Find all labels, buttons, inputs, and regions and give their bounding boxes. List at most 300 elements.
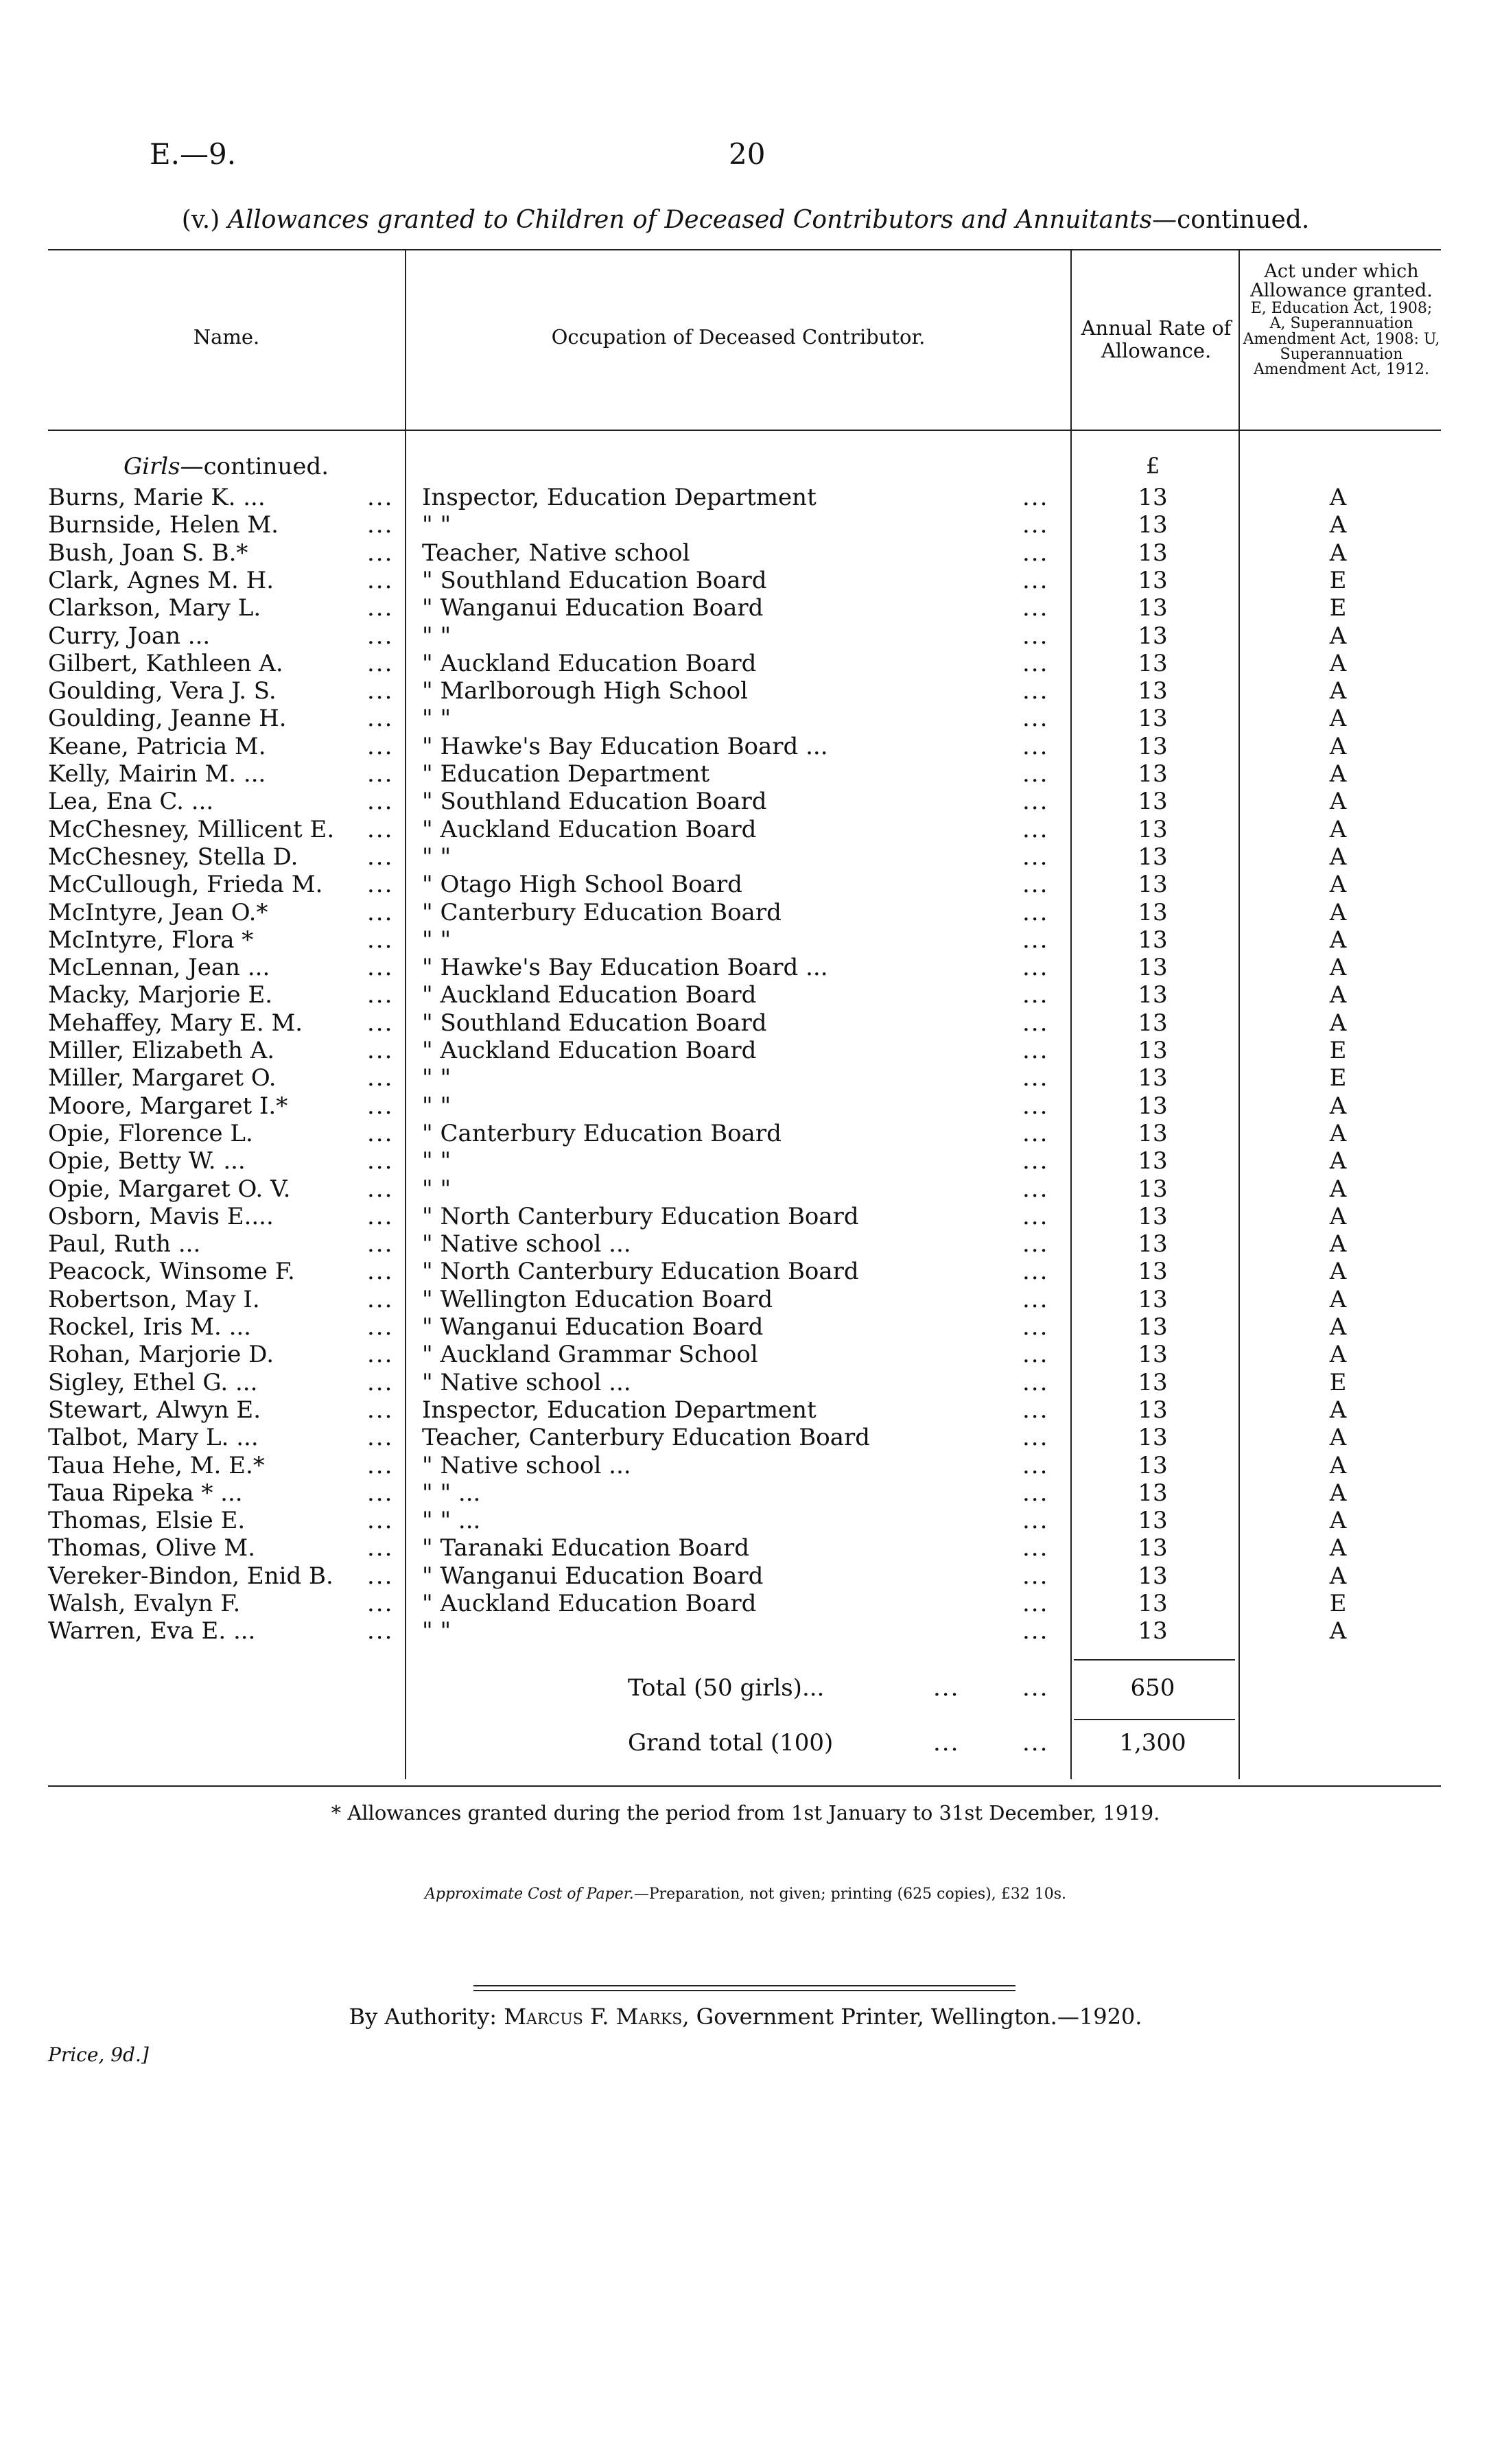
row-occupation: " Wanganui Education Board [422, 594, 764, 622]
row-act: A [1329, 705, 1347, 733]
row-act: E [1329, 1368, 1347, 1396]
row-name: Thomas, Olive M. [48, 1534, 255, 1562]
row-occupation: " Wellington Education Board [422, 1285, 773, 1313]
row-leader-dots: ... [1022, 539, 1049, 567]
row-name: McCullough, Frieda M. [48, 871, 323, 899]
row-name: McIntyre, Jean O.* [48, 898, 268, 926]
row-occupation: " Hawke's Bay Education Board ... [422, 732, 828, 760]
row-occupation: " " [422, 1617, 451, 1645]
row-leader-dots: ... [1022, 1534, 1049, 1562]
row-rate: 13 [1138, 954, 1168, 982]
table-row [0, 899, 1491, 926]
table-row [0, 705, 1491, 732]
row-name: Opie, Florence L. [48, 1119, 253, 1147]
row-occupation: " Education Department [422, 760, 710, 788]
row-occupation: " " [422, 511, 451, 539]
row-act: A [1329, 1202, 1347, 1230]
row-occupation: " Auckland Education Board [422, 815, 757, 843]
row-name: Gilbert, Kathleen A. [48, 649, 283, 677]
row-leader-dots: ... [367, 1617, 394, 1645]
row-act: A [1329, 815, 1347, 843]
row-rate: 13 [1138, 1258, 1168, 1286]
row-leader-dots: ... [1022, 1368, 1049, 1396]
row-occupation: " Southland Education Board [422, 566, 767, 594]
table-row [0, 567, 1491, 594]
row-occupation: " Auckland Education Board [422, 649, 757, 677]
row-rate: 13 [1138, 705, 1168, 733]
row-occupation: " Southland Education Board [422, 1009, 767, 1037]
row-name: Keane, Patricia M. [48, 732, 266, 760]
table-row [0, 1037, 1491, 1064]
row-rate: 13 [1138, 566, 1168, 594]
row-act: A [1329, 511, 1347, 539]
table-row [0, 1590, 1491, 1617]
row-leader-dots: ... [367, 539, 394, 567]
row-rate: 13 [1138, 594, 1168, 622]
row-act: A [1329, 732, 1347, 760]
table-row [0, 677, 1491, 705]
table-row [0, 1562, 1491, 1590]
row-name: Robertson, May I. [48, 1285, 260, 1313]
row-act: E [1329, 1037, 1347, 1064]
row-leader-dots: ... [1022, 677, 1049, 705]
row-name: Bush, Joan S. B.* [48, 539, 248, 567]
table-row [0, 1092, 1491, 1120]
row-act: A [1329, 1258, 1347, 1286]
table-row [0, 1313, 1491, 1341]
row-act: A [1329, 981, 1347, 1009]
row-act: A [1329, 926, 1347, 954]
row-act: A [1329, 622, 1347, 650]
row-name: Burns, Marie K. ... [48, 484, 266, 511]
table-row [0, 1009, 1491, 1037]
row-leader-dots: ... [367, 594, 394, 622]
row-occupation: " North Canterbury Education Board [422, 1202, 859, 1230]
row-name: Miller, Elizabeth A. [48, 1037, 275, 1064]
currency-sign: £ [1146, 453, 1160, 479]
row-leader-dots: ... [367, 1562, 394, 1590]
header-rate: Annual Rate of Allowance. [1081, 316, 1232, 363]
row-leader-dots: ... [1022, 981, 1049, 1009]
row-act: E [1329, 594, 1347, 622]
row-rate: 13 [1138, 1092, 1168, 1120]
row-leader-dots: ... [367, 1037, 394, 1064]
row-rate: 13 [1138, 843, 1168, 871]
heading-prefix: (v.) [181, 206, 228, 234]
row-act: A [1329, 1175, 1347, 1203]
row-rate: 13 [1138, 1230, 1168, 1258]
total-dots: ... [933, 1674, 960, 1702]
row-name: Lea, Ena C. ... [48, 788, 214, 816]
row-leader-dots: ... [367, 1092, 394, 1120]
total-value: 650 [1130, 1674, 1175, 1702]
authority-rule-bottom [473, 1990, 1015, 1991]
price: Price, 9d.] [48, 2043, 149, 2066]
table-row [0, 760, 1491, 788]
grand-total-label: Grand total (100) [628, 1729, 834, 1757]
row-rate: 13 [1138, 1064, 1168, 1092]
row-rate: 13 [1138, 1617, 1168, 1645]
row-leader-dots: ... [1022, 1451, 1049, 1479]
row-name: McIntyre, Flora * [48, 926, 254, 954]
row-act: A [1329, 1534, 1347, 1562]
row-act: A [1329, 954, 1347, 982]
row-occupation: " Wanganui Education Board [422, 1313, 764, 1341]
row-leader-dots: ... [367, 1368, 394, 1396]
row-act: A [1329, 871, 1347, 899]
row-leader-dots: ... [367, 677, 394, 705]
table-row [0, 843, 1491, 871]
table-row [0, 926, 1491, 954]
section-label [124, 453, 329, 480]
row-leader-dots: ... [1022, 622, 1049, 650]
row-leader-dots: ... [1022, 1479, 1049, 1507]
row-leader-dots: ... [367, 732, 394, 760]
row-rate: 13 [1138, 1562, 1168, 1590]
row-occupation: " Auckland Grammar School [422, 1341, 758, 1369]
row-act: A [1329, 1396, 1347, 1424]
row-occupation: " North Canterbury Education Board [422, 1258, 859, 1286]
row-occupation: " " [422, 843, 451, 871]
row-leader-dots: ... [367, 705, 394, 733]
row-occupation: " Marlborough High School [422, 677, 749, 705]
row-leader-dots: ... [367, 1064, 394, 1092]
total-dots-2: ... [1022, 1674, 1049, 1702]
row-act: A [1329, 484, 1347, 511]
row-act: A [1329, 843, 1347, 871]
row-name: McLennan, Jean ... [48, 954, 270, 982]
total-label: Total (50 girls)... [628, 1674, 825, 1702]
row-occupation: " " [422, 705, 451, 733]
row-name: Kelly, Mairin M. ... [48, 760, 266, 788]
row-leader-dots: ... [1022, 1175, 1049, 1203]
table-row [0, 484, 1491, 511]
row-name: Clarkson, Mary L. [48, 594, 261, 622]
row-leader-dots: ... [367, 1009, 394, 1037]
row-occupation: " " [422, 622, 451, 650]
row-leader-dots: ... [1022, 705, 1049, 733]
row-act: A [1329, 1451, 1347, 1479]
row-leader-dots: ... [367, 981, 394, 1009]
authority-prefix: By Authority: [349, 2004, 504, 2030]
row-leader-dots: ... [1022, 1119, 1049, 1147]
row-name: Miller, Margaret O. [48, 1064, 277, 1092]
grand-total-dots-2: ... [1022, 1729, 1049, 1757]
total-top-rule [1074, 1659, 1235, 1661]
footnote: * Allowances granted during the period from 1st January to 31st December, 1919. [331, 1801, 1160, 1824]
row-occupation: " Canterbury Education Board [422, 898, 782, 926]
table-row [0, 816, 1491, 843]
row-occupation: " " [422, 1175, 451, 1203]
row-occupation: Inspector, Education Department [422, 1396, 817, 1424]
row-rate: 13 [1138, 511, 1168, 539]
row-rate: 13 [1138, 898, 1168, 926]
row-occupation: " Hawke's Bay Education Board ... [422, 954, 828, 982]
row-name: McChesney, Stella D. [48, 843, 298, 871]
row-act: A [1329, 1479, 1347, 1507]
row-rate: 13 [1138, 1009, 1168, 1037]
row-leader-dots: ... [367, 843, 394, 871]
row-occupation: " " [422, 1092, 451, 1120]
row-occupation: " " [422, 1064, 451, 1092]
row-leader-dots: ... [1022, 1037, 1049, 1064]
section-label-italic: Girls [124, 453, 180, 480]
row-occupation: " Canterbury Education Board [422, 1119, 782, 1147]
row-act: E [1329, 1590, 1347, 1617]
row-leader-dots: ... [367, 1119, 394, 1147]
table-row [0, 1147, 1491, 1175]
row-act: A [1329, 1092, 1347, 1120]
row-rate: 13 [1138, 649, 1168, 677]
row-rate: 13 [1138, 1507, 1168, 1535]
table-row [0, 511, 1491, 539]
authority-printer: Marcus F. Marks [504, 2004, 683, 2030]
table-row [0, 1120, 1491, 1147]
page-reference: E.—9. [150, 137, 237, 171]
table-row [0, 1424, 1491, 1451]
table-row [0, 622, 1491, 650]
row-name: Warren, Eva E. ... [48, 1617, 256, 1645]
row-leader-dots: ... [367, 484, 394, 511]
row-act: A [1329, 1009, 1347, 1037]
row-act: A [1329, 1562, 1347, 1590]
row-name: Talbot, Mary L. ... [48, 1424, 259, 1452]
row-leader-dots: ... [1022, 732, 1049, 760]
row-leader-dots: ... [1022, 843, 1049, 871]
row-rate: 13 [1138, 1590, 1168, 1617]
row-leader-dots: ... [1022, 1562, 1049, 1590]
row-leader-dots: ... [367, 1507, 394, 1535]
row-leader-dots: ... [367, 622, 394, 650]
row-rate: 13 [1138, 1313, 1168, 1341]
header-act [1242, 262, 1441, 378]
row-name: Paul, Ruth ... [48, 1230, 201, 1258]
row-act: A [1329, 1230, 1347, 1258]
table-row [0, 1230, 1491, 1258]
row-name: Sigley, Ethel G. ... [48, 1368, 258, 1396]
row-rate: 13 [1138, 1396, 1168, 1424]
row-leader-dots: ... [1022, 1230, 1049, 1258]
authority-suffix: , Government Printer, Wellington.—1920. [682, 2004, 1142, 2030]
row-act: A [1329, 898, 1347, 926]
row-name: Thomas, Elsie E. [48, 1507, 246, 1535]
row-leader-dots: ... [367, 1202, 394, 1230]
row-name: Clark, Agnes M. H. [48, 566, 274, 594]
cost-note-label: Approximate Cost of Paper. [425, 1886, 634, 1903]
table-row [0, 788, 1491, 815]
row-occupation: Teacher, Native school [422, 539, 690, 567]
row-rate: 13 [1138, 1451, 1168, 1479]
row-leader-dots: ... [1022, 594, 1049, 622]
row-occupation: " " [422, 926, 451, 954]
row-occupation: " Native school ... [422, 1451, 631, 1479]
row-leader-dots: ... [367, 954, 394, 982]
row-occupation: " Wanganui Education Board [422, 1562, 764, 1590]
table-row [0, 733, 1491, 760]
table-row [0, 1507, 1491, 1534]
row-act: A [1329, 1341, 1347, 1369]
row-name: Macky, Marjorie E. [48, 981, 273, 1009]
row-leader-dots: ... [1022, 1341, 1049, 1369]
row-occupation: Teacher, Canterbury Education Board [422, 1424, 871, 1452]
row-rate: 13 [1138, 760, 1168, 788]
row-name: Vereker-Bindon, Enid B. [48, 1562, 333, 1590]
row-occupation: " Native school ... [422, 1230, 631, 1258]
row-leader-dots: ... [1022, 1424, 1049, 1452]
row-leader-dots: ... [367, 1396, 394, 1424]
row-name: Goulding, Vera J. S. [48, 677, 277, 705]
row-name: Mehaffey, Mary E. M. [48, 1009, 303, 1037]
row-rate: 13 [1138, 1424, 1168, 1452]
row-leader-dots: ... [367, 1341, 394, 1369]
row-leader-dots: ... [1022, 954, 1049, 982]
table-row [0, 1175, 1491, 1203]
table-row [0, 539, 1491, 567]
row-leader-dots: ... [1022, 1258, 1049, 1286]
row-leader-dots: ... [367, 898, 394, 926]
row-leader-dots: ... [367, 1534, 394, 1562]
row-name: Opie, Margaret O. V. [48, 1175, 291, 1203]
row-act: A [1329, 760, 1347, 788]
row-leader-dots: ... [1022, 1147, 1049, 1175]
row-occupation: Inspector, Education Department [422, 484, 817, 511]
row-leader-dots: ... [367, 649, 394, 677]
row-rate: 13 [1138, 1479, 1168, 1507]
row-act: E [1329, 1064, 1347, 1092]
heading-suffix: —continued. [1152, 206, 1310, 234]
row-rate: 13 [1138, 788, 1168, 816]
table-row [0, 1203, 1491, 1230]
row-leader-dots: ... [1022, 1009, 1049, 1037]
row-leader-dots: ... [367, 1479, 394, 1507]
row-rate: 13 [1138, 677, 1168, 705]
row-leader-dots: ... [1022, 1285, 1049, 1313]
row-leader-dots: ... [1022, 649, 1049, 677]
row-act: A [1329, 649, 1347, 677]
row-occupation: " " ... [422, 1479, 481, 1507]
table-row [0, 981, 1491, 1009]
header-occupation: Occupation of Deceased Contributor. [551, 325, 926, 349]
row-rate: 13 [1138, 732, 1168, 760]
row-act: A [1329, 1313, 1347, 1341]
row-occupation: " Taranaki Education Board [422, 1534, 749, 1562]
row-name: Moore, Margaret I.* [48, 1092, 288, 1120]
row-leader-dots: ... [1022, 760, 1049, 788]
row-leader-dots: ... [1022, 1507, 1049, 1535]
row-leader-dots: ... [1022, 815, 1049, 843]
row-act: A [1329, 677, 1347, 705]
authority-line [0, 2004, 1491, 2030]
row-act: A [1329, 539, 1347, 567]
grand-total-top-rule [1074, 1719, 1235, 1720]
row-leader-dots: ... [367, 1147, 394, 1175]
row-rate: 13 [1138, 1202, 1168, 1230]
row-occupation: " Auckland Education Board [422, 981, 757, 1009]
row-leader-dots: ... [367, 1175, 394, 1203]
table-row [0, 1341, 1491, 1368]
row-leader-dots: ... [367, 815, 394, 843]
row-leader-dots: ... [1022, 1396, 1049, 1424]
row-leader-dots: ... [1022, 1092, 1049, 1120]
grand-total-value: 1,300 [1119, 1729, 1186, 1757]
row-name: McChesney, Millicent E. [48, 815, 335, 843]
row-leader-dots: ... [1022, 898, 1049, 926]
table-heading [0, 206, 1491, 234]
row-occupation: " Otago High School Board [422, 871, 742, 899]
row-rate: 13 [1138, 1341, 1168, 1369]
row-rate: 13 [1138, 1175, 1168, 1203]
table-bottom-rule [48, 1785, 1441, 1787]
authority-rule-top [473, 1985, 1015, 1986]
row-rate: 13 [1138, 1534, 1168, 1562]
table-row [0, 1396, 1491, 1424]
row-name: Stewart, Alwyn E. [48, 1396, 261, 1424]
row-act: A [1329, 1285, 1347, 1313]
table-row [0, 1286, 1491, 1313]
row-leader-dots: ... [1022, 788, 1049, 816]
row-rate: 13 [1138, 1119, 1168, 1147]
row-rate: 13 [1138, 871, 1168, 899]
row-leader-dots: ... [367, 1590, 394, 1617]
header-act-detail: E, Education Act, 1908; A, Superannuation Amendment Act, 1908: U, Superannuation Amendment Act, 1912. [1243, 299, 1440, 379]
row-leader-dots: ... [1022, 1064, 1049, 1092]
table-row [0, 1452, 1491, 1479]
row-name: Goulding, Jeanne H. [48, 705, 287, 733]
table-row [0, 650, 1491, 677]
table-row [0, 1258, 1491, 1285]
row-leader-dots: ... [1022, 926, 1049, 954]
row-act: E [1329, 566, 1347, 594]
row-name: Walsh, Evalyn F. [48, 1590, 241, 1617]
row-name: Opie, Betty W. ... [48, 1147, 246, 1175]
row-name: Rohan, Marjorie D. [48, 1341, 274, 1369]
row-leader-dots: ... [367, 1313, 394, 1341]
table-row [0, 1479, 1491, 1507]
row-leader-dots: ... [1022, 1617, 1049, 1645]
table-row [0, 1064, 1491, 1092]
row-leader-dots: ... [1022, 511, 1049, 539]
row-name: Osborn, Mavis E.... [48, 1202, 274, 1230]
row-rate: 13 [1138, 1147, 1168, 1175]
cost-note [0, 1886, 1491, 1903]
row-name: Rockel, Iris M. ... [48, 1313, 251, 1341]
row-name: Burnside, Helen M. [48, 511, 279, 539]
table-row [0, 594, 1491, 622]
row-occupation: " Auckland Education Board [422, 1590, 757, 1617]
header-name: Name. [193, 325, 260, 349]
row-act: A [1329, 1424, 1347, 1452]
header-act-title: Act under which Allowance granted. [1250, 261, 1433, 302]
row-name: Taua Ripeka * ... [48, 1479, 243, 1507]
table-row [0, 1369, 1491, 1396]
row-act: A [1329, 1617, 1347, 1645]
row-rate: 13 [1138, 622, 1168, 650]
header-bottom-rule [48, 430, 1441, 431]
row-leader-dots: ... [367, 871, 394, 899]
row-leader-dots: ... [367, 1451, 394, 1479]
page-number: 20 [729, 137, 766, 171]
row-rate: 13 [1138, 484, 1168, 511]
table-row [0, 1534, 1491, 1562]
row-rate: 13 [1138, 539, 1168, 567]
row-leader-dots: ... [367, 1424, 394, 1452]
table-row [0, 871, 1491, 898]
row-leader-dots: ... [367, 760, 394, 788]
grand-total-dots: ... [933, 1729, 960, 1757]
row-occupation: " Auckland Education Board [422, 1037, 757, 1064]
row-rate: 13 [1138, 981, 1168, 1009]
row-name: Taua Hehe, M. E.* [48, 1451, 265, 1479]
